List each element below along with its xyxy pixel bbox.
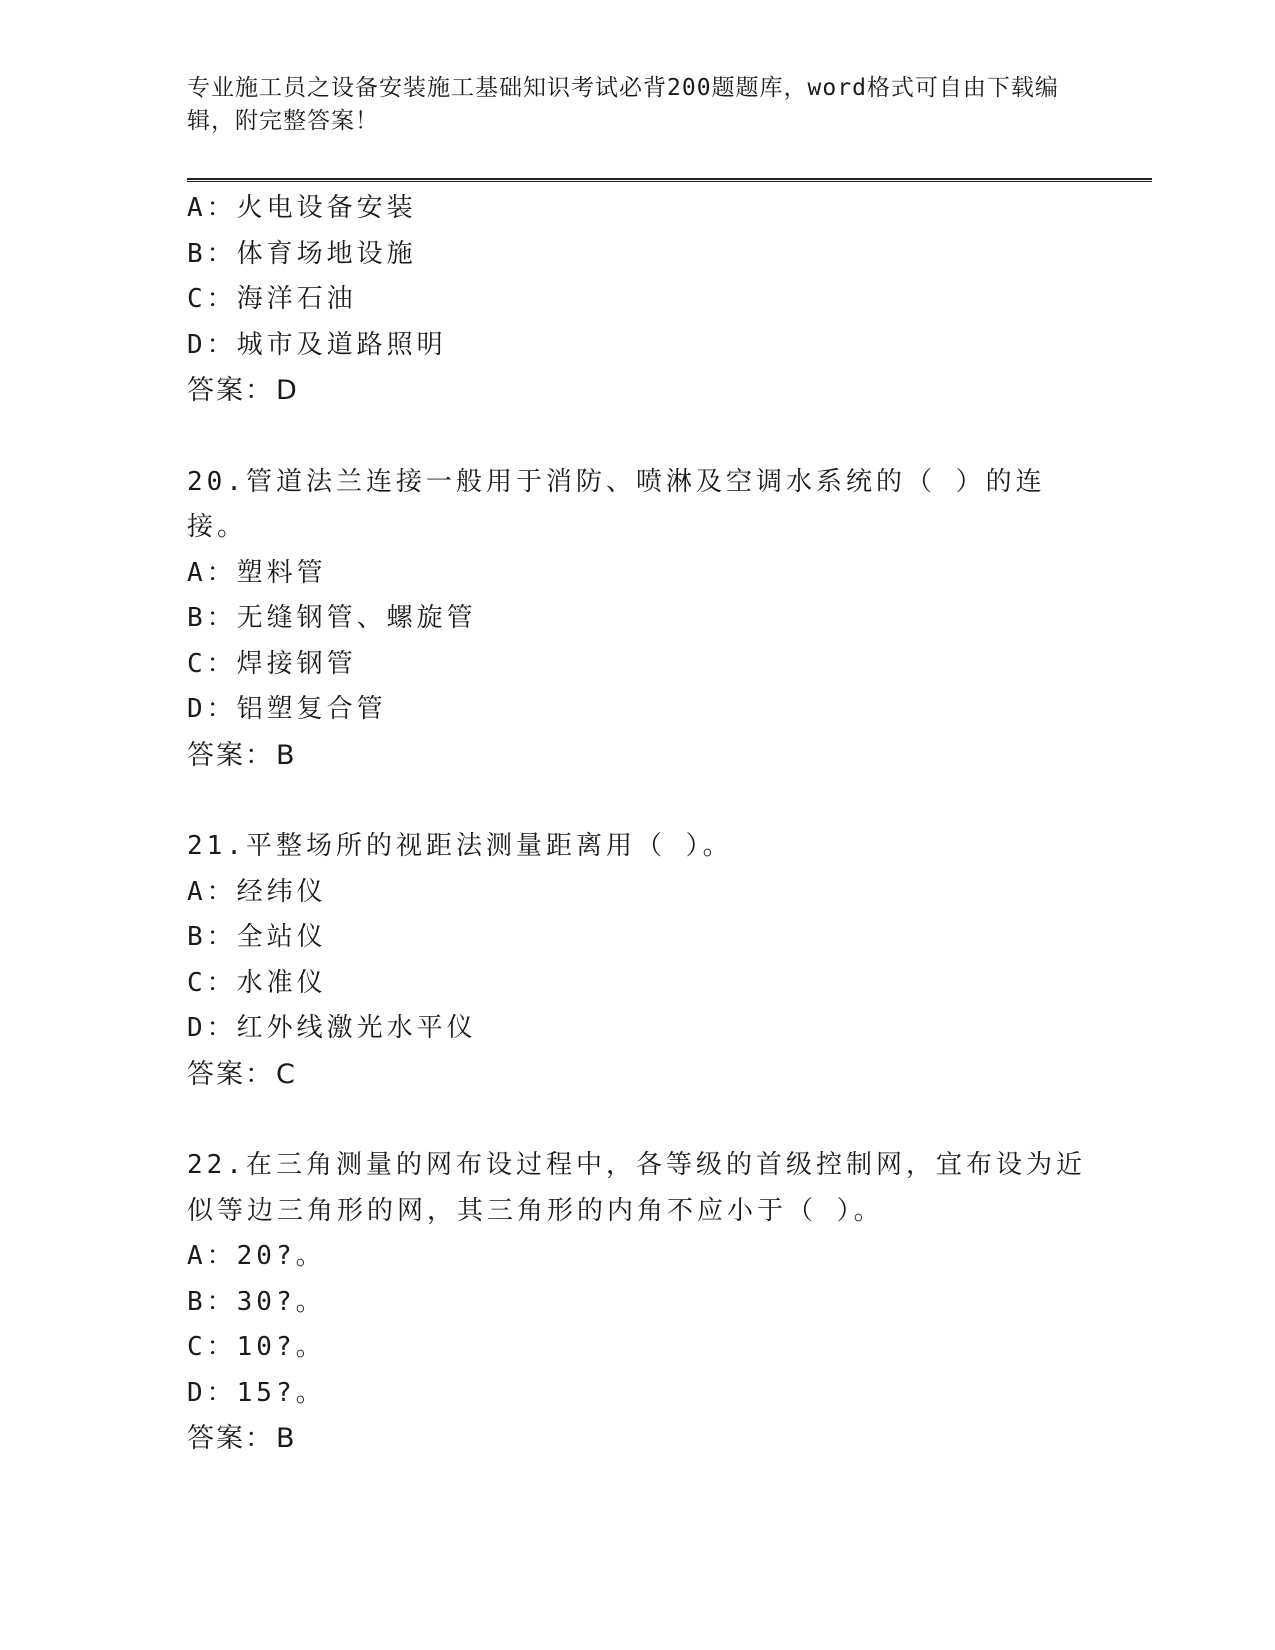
option-c: C：焊接钢管 <box>187 648 357 679</box>
answer-value: C <box>276 1058 297 1090</box>
option-a: A：火电设备安装 <box>187 193 417 223</box>
answer-label: 答案： <box>187 375 274 406</box>
question-title: 21.平整场所的视距法测量距离用（ ）。 <box>187 831 733 861</box>
document-header: 专业施工员之设备安装施工基础知识考试必背200题题库，word格式可自由下载编辑，附完整答案！ <box>187 75 1059 134</box>
question-19-partial <box>187 186 1147 414</box>
question-title: 20.管道法兰连接一般用于消防、喷淋及空调水系统的（ ）的连接。 <box>187 466 1046 542</box>
answer-line <box>187 733 1147 779</box>
answer-value: D <box>276 375 299 406</box>
option-b: B：30?。 <box>187 1286 326 1317</box>
answer-line <box>187 1052 1147 1098</box>
option-d: D：城市及道路照明 <box>187 329 447 360</box>
option-a: A：塑料管 <box>187 557 327 588</box>
option-c: C：海洋石油 <box>187 284 357 314</box>
question-22 <box>187 1143 1147 1462</box>
answer-line <box>187 1416 1147 1462</box>
option-c: C：水准仪 <box>187 967 327 998</box>
question-title: 22.在三角测量的网布设过程中，各等级的首级控制网，宜布设为近似等边三角形的网，其三角形的内角不应小于（ ）。 <box>187 1150 1086 1226</box>
answer-value: B <box>276 1423 297 1454</box>
option-d: D：15?。 <box>187 1377 326 1408</box>
question-list <box>187 186 1147 1462</box>
question-20 <box>187 460 1147 779</box>
header-divider <box>187 178 1152 182</box>
option-c: C：10?。 <box>187 1332 326 1362</box>
answer-label: 答案： <box>187 739 274 771</box>
option-d: D：铝塑复合管 <box>187 694 387 724</box>
answer-label: 答案： <box>187 1058 274 1090</box>
answer-line <box>187 368 1147 414</box>
option-b: B：体育场地设施 <box>187 238 417 269</box>
question-21 <box>187 824 1147 1097</box>
answer-value: B <box>276 739 297 771</box>
option-a: A：经纬仪 <box>187 876 327 907</box>
option-b: B：无缝钢管、螺旋管 <box>187 603 477 633</box>
option-b: B：全站仪 <box>187 922 327 952</box>
option-a: A：20?。 <box>187 1241 326 1271</box>
answer-label: 答案： <box>187 1423 274 1454</box>
option-d: D：红外线激光水平仪 <box>187 1013 477 1043</box>
